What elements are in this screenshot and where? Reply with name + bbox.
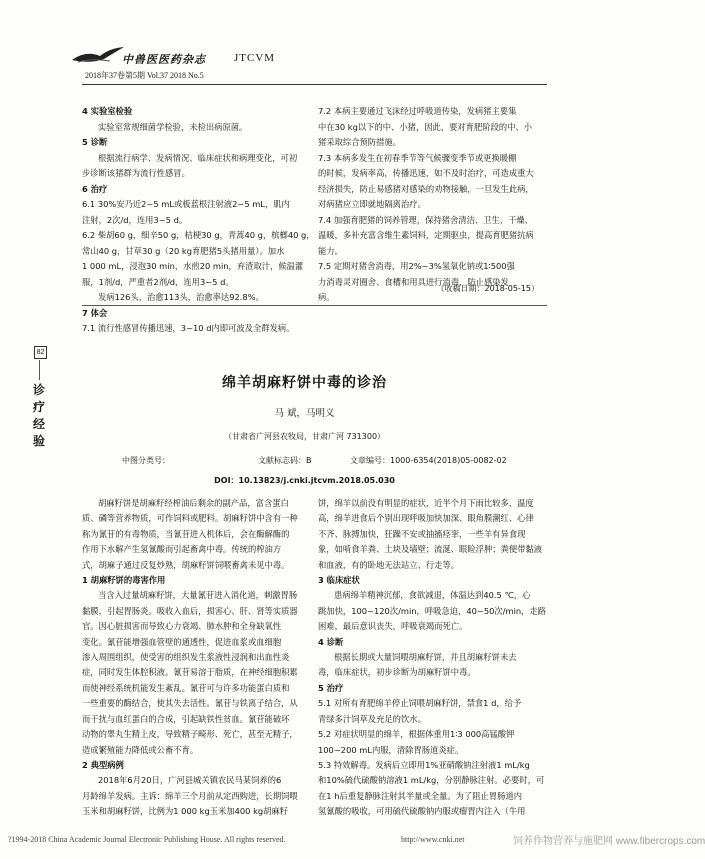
text-line: 和血液，有的卧地无法站立、行走等。 xyxy=(318,559,460,570)
text-line: 动物的睾丸生精上皮，导致精子畸形、死亡，甚至无精子， xyxy=(82,729,298,740)
journal-logo-bird-icon xyxy=(70,44,126,66)
cnki-link[interactable]: http://www.cnki.net xyxy=(401,835,465,844)
text-line: 1 000 mL，浸泡30 min，水煎20 min，弃渣取汁，候温灌 xyxy=(82,261,304,271)
text-line: 胡麻籽饼是胡麻籽经榨油后剩余的副产品，富含蛋白 xyxy=(98,498,289,508)
text-line: 步诊断该猪群为流行性感冒。 xyxy=(82,168,190,178)
text-line: 玉米和胡麻籽饼，比例为1 000 kg玉米加400 kg胡麻籽 xyxy=(82,806,289,817)
text-line: 而干扰与血红蛋白的合成，引起缺铁性贫血。氰苷能破坏 xyxy=(82,713,290,724)
page-number-badge: 82 xyxy=(34,346,47,359)
text-line: 5.2 对症状明显的绵羊，根据体重用1∶3 000高锰酸钾 xyxy=(318,729,515,740)
copyright-notice: ?1994-2018 China Academic Journal Electronic Publishing House. All rights reserved. xyxy=(8,835,286,844)
section-label-char: 诊 xyxy=(32,383,45,397)
text-line: 常山40 g，甘草30 g（20 kg育肥猪5头猪用量）。加水 xyxy=(82,245,285,256)
text-line: 病。 xyxy=(318,292,335,302)
section-divider xyxy=(82,305,547,306)
text-line: 7.5 定期对猪舍消毒，用2%~3%氢氧化钠或1∶500强 xyxy=(318,261,515,271)
text-line: 不齐、脉搏加快，狂躁不安或抽搐痉挛，一些羊有异食现 xyxy=(318,528,526,539)
article-metadata xyxy=(82,453,547,468)
text-line: 6.2 柴胡60 g，细辛50 g，桔梗30 g，青蒿40 g，槟榔40 g， xyxy=(82,230,315,240)
text-line: 一些重要的酶结合，使其失去活性。氰苷与铁离子结合，从 xyxy=(82,698,298,709)
journal-abbreviation: JTCVM xyxy=(234,52,276,64)
text-line: 实验室常规细菌学检验，未检出病原菌。 xyxy=(98,121,248,132)
text-line: 对病猪应立即就地隔离治疗。 xyxy=(318,199,426,209)
article-title: 绵羊胡麻籽饼中毒的诊治 xyxy=(222,375,387,391)
text-line: 7.3 本病多发生在初春季节等气候骤变季节或更换暖棚 xyxy=(318,152,517,163)
section-heading: 2 典型病例 xyxy=(82,759,124,770)
text-line: 症，同时发生体腔积液。氰苷易溶于脂质，在神经细胞积累 xyxy=(82,667,298,678)
text-line: 能力。 xyxy=(318,245,343,256)
text-line: 称为氰苷的有毒物质，当氰苷进入机体后，会在酶解酶的 xyxy=(82,528,290,539)
text-line: 造成繁殖能力降低或公畜不育。 xyxy=(82,744,199,755)
text-line: 和10%硫代硫酸钠溶液1 mL/kg，分别静脉注射。必要时，可 xyxy=(318,775,545,786)
issue-line: 2018年37卷第5期 Vol.37 2018 No.5 xyxy=(85,71,204,80)
section-heading: 5 治疗 xyxy=(318,682,344,693)
text-line: 7.2 本病主要通过飞沫经过呼吸道传染，发病猪主要集 xyxy=(318,106,517,116)
section-label-char: 验 xyxy=(32,434,45,448)
text-line: 6.1 30%安乃近2~5 mL或板蓝根注射液2~5 mL，肌内 xyxy=(82,199,290,209)
text-line: 式，胡麻子通过反复炒熟，胡麻籽饼饲喂畜禽未见中毒。 xyxy=(82,559,290,570)
text-line: 而使神经系统机能发生紊乱。氰苷可与许多功能蛋白质和 xyxy=(82,682,290,693)
clc-number: 中图分类号： xyxy=(122,456,170,465)
text-line: 饼，绵羊以前没有明显的症状，近半个月下雨比较多，温度 xyxy=(318,498,534,508)
text-line: 注射，2次/d，连用3~5 d。 xyxy=(82,214,188,225)
text-line: 青绿多汁饲草及充足的饮水。 xyxy=(318,713,426,724)
article-number: 文章编号：1000-6354(2018)05-0082-02 xyxy=(350,456,507,465)
section-heading: 5 诊断 xyxy=(82,137,108,147)
text-line: 的时候，发病率高，传播迅速，如不及时治疗，可造成重大 xyxy=(318,168,534,178)
author-affiliation: （甘肃省广河县农牧局，甘肃广河 731300） xyxy=(223,432,386,441)
text-line: 渗入周围组织，使受害的组织发生浆液性浸润和出血性炎 xyxy=(82,652,290,663)
prev-article-left-column xyxy=(82,104,315,337)
received-date: （收稿日期：2018-05-15） xyxy=(436,284,539,293)
watermark: 饲养作物营养与施肥网 www.fibercrops.com xyxy=(513,836,705,847)
header-rule xyxy=(82,84,547,85)
document-code: 文献标志码：B xyxy=(258,456,312,465)
section-heading: 3 临床症状 xyxy=(318,575,360,586)
text-line: 7.1 流行性感冒传播迅速，3~10 d内即可波及全群发病。 xyxy=(82,323,295,333)
text-line: 质、磷等营养物质，可作饲料或肥料。胡麻籽饼中含有一种 xyxy=(82,513,298,524)
body-right-column xyxy=(318,496,548,820)
text-line: 100~200 mL内服，清除胃肠道炎症。 xyxy=(318,744,464,755)
text-line: 跳加快，100~120次/min，呼吸急迫，40~50次/min，走路 xyxy=(318,605,547,616)
text-line: 5.1 对所有育肥绵羊停止饲喂胡麻籽饼，禁食1 d，给予 xyxy=(318,698,522,709)
text-line: 服，1剂/d，严重者2剂/d，连用3~5 d。 xyxy=(82,276,234,287)
text-line: 患病绵羊精神沉郁，食欲减退，体温达到40.5 ℃，心 xyxy=(334,590,531,601)
section-label-char: 疗 xyxy=(32,400,45,414)
section-heading: 7 体会 xyxy=(82,307,108,318)
text-line: 温暖，多补充富含维生素饲料，定期驱虫，提高育肥猪抗病 xyxy=(318,230,534,240)
text-line: 氢氰酸的吸收，可用硫代硫酸钠内服或瘤胃内注入（牛用 xyxy=(318,806,526,817)
section-heading: 4 诊断 xyxy=(318,636,344,647)
text-line: 黏膜，引起胃肠炎。吸收入血后，损害心、肝、肾等实质器 xyxy=(82,605,298,616)
text-line: 中在30 kg以下的中、小猪，因此，要对育肥阶段的中、小 xyxy=(318,121,533,132)
text-line: 根据长期或大量饲喂胡麻籽饼，并且胡麻籽饼未去 xyxy=(334,652,517,663)
text-line: 困难，最后意识丧失，呼吸衰竭而死亡。 xyxy=(318,621,468,632)
text-line: 变化。氰苷能增强血管壁的通透性，促进血浆或血细胞 xyxy=(82,636,282,647)
section-label-char: 经 xyxy=(32,417,45,431)
text-line: 经济损失，防止易感猪对感染的劝物接触，一旦发生此病， xyxy=(318,183,534,194)
text-line: 7.4 加强育肥猪的饲养管理，保持猪舍清洁、卫生、干燥、 xyxy=(318,214,533,225)
text-line: 根据流行病学、发病情况、临床症状和病理变化，可初 xyxy=(98,152,298,163)
body-left-column xyxy=(82,496,304,820)
text-line: 当含入过量胡麻籽饼，大量氰苷进入消化道，刺激胃肠 xyxy=(98,590,298,601)
section-heading: 6 治疗 xyxy=(82,183,108,194)
text-line: 作用下水解产生氢氰酸而引起畜禽中毒。传统的榨油方 xyxy=(82,544,282,555)
text-line: 发病126头，治愈113头，治愈率达92.8%。 xyxy=(98,292,264,302)
journal-name: 中兽医医药杂志 xyxy=(122,53,206,66)
text-line: 在1 h后重复静脉注射其半量或全量。为了阻止胃肠道内 xyxy=(318,790,523,801)
prev-article-right-column xyxy=(318,104,548,306)
article-doi: DOI：10.13823/j.cnki.jtcvm.2018.05.030 xyxy=(214,476,395,485)
text-line: 官。因心脏损害而导致心力衰竭、肺水肿和全身缺氧性 xyxy=(82,621,282,632)
text-line: 力消毒灵对圈舍、食槽和用具进行消毒，防止感染发 xyxy=(318,276,509,287)
page-footer xyxy=(8,835,705,847)
text-line: 高，绵羊进食后个别出现呼吸加快加深、眼角膜潮红、心律 xyxy=(318,513,534,524)
text-line: 象，如啃食羊粪、土块及墙壁；流涎、眼睑浮肿；粪便带黏液 xyxy=(318,544,543,555)
section-heading: 1 胡麻籽饼的毒害作用 xyxy=(82,575,166,586)
text-line: 毒，临床症状，初步诊断为胡麻籽饼中毒。 xyxy=(318,667,476,678)
text-line: 5.3 特效解毒。发病后立即用1%亚硝酸钠注射液1 mL/kg xyxy=(318,759,530,770)
text-line: 猪采取综合预防措施。 xyxy=(318,137,401,147)
text-line: 月龄绵羊发病。主诉：绵羊三个月前从定西购进，长期饲喂 xyxy=(82,790,298,801)
section-heading: 4 实验室检验 xyxy=(82,106,133,116)
text-line: 2018年6月20日，广河县城关镇农民马某饲养的6 xyxy=(98,775,282,786)
article-authors: 马 斌，马明义 xyxy=(274,408,335,419)
